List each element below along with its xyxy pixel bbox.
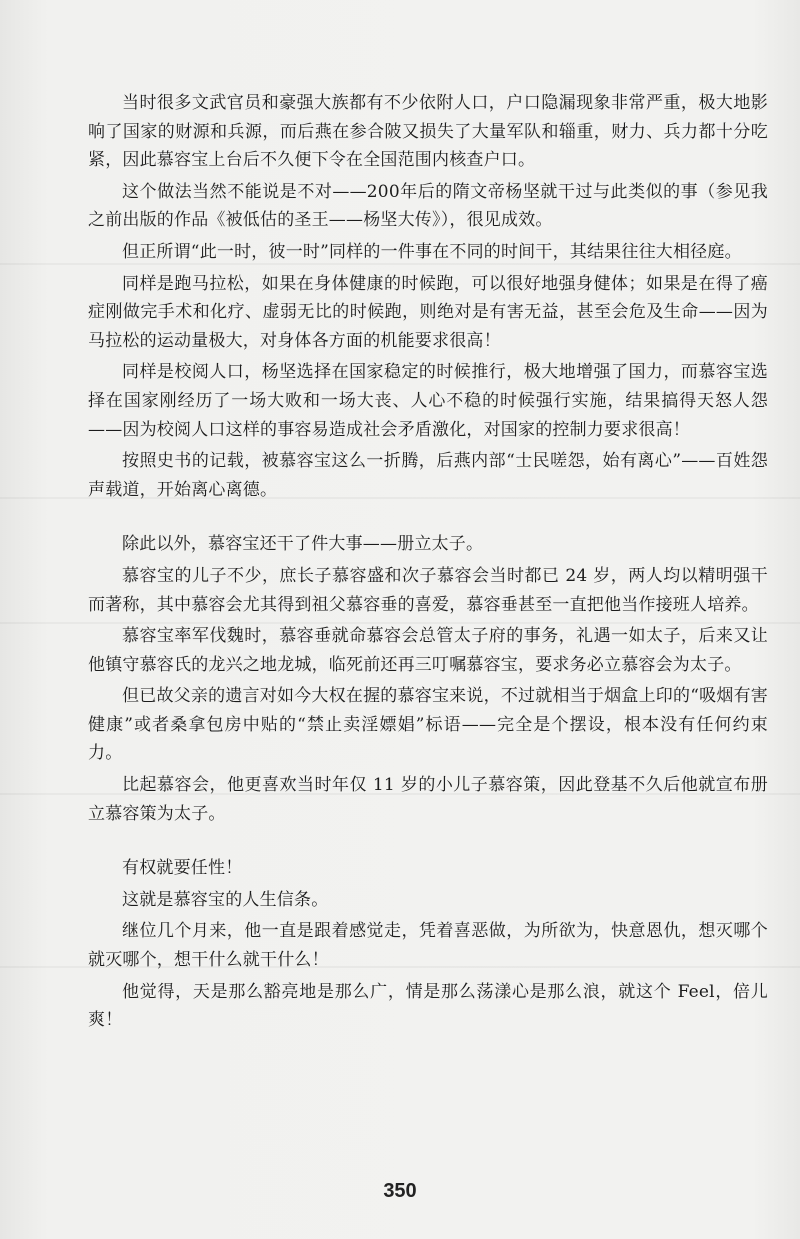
paragraph: 同样是校阅人口，杨坚选择在国家稳定的时候推行，极大地增强了国力，而慕容宝选择在国家刚经历了一场大败和一场大丧、人心不稳的时候强行实施，结果搞得天怒人怨——因为校阅人口这样的事容易造成社会矛盾激化，对国家的控制力要求很高！ <box>88 362 768 440</box>
paragraph: 比起慕容会，他更喜欢当时年仅 11 岁的小儿子慕容策，因此登基不久后他就宣布册立慕容策为太子。 <box>88 775 768 824</box>
paragraph: 当时很多文武官员和豪强大族都有不少依附人口，户口隐漏现象非常严重，极大地影响了国家的财源和兵源，而后燕在参合陂又损失了大量军队和辎重，财力、兵力都十分吃紧，因此慕容宝上台后不久便下令在全国范围内核查户口。 <box>88 93 768 171</box>
body-text <box>88 89 768 1038</box>
paragraph: 同样是跑马拉松，如果在身体健康的时候跑，可以很好地强身健体；如果是在得了癌症刚做完手术和化疗、虚弱无比的时候跑，则绝对是有害无益，甚至会危及生命——因为马拉松的运动量极大，对身体各方面的机能要求很高！ <box>88 273 768 351</box>
paragraph: 慕容宝的儿子不少，庶长子慕容盛和次子慕容会当时都已 24 岁，两人均以精明强干而著称，其中慕容会尤其得到祖父慕容垂的喜爱，慕容垂甚至一直把他当作接班人培养。 <box>88 565 768 615</box>
paragraph: 他觉得，天是那么豁亮地是那么广，情是那么荡漾心是那么浪，就这个 Feel，倍儿爽！ <box>88 981 768 1031</box>
paragraph: 这个做法当然不能说是不对——200年后的隋文帝杨坚就干过与此类似的事（参见我之前出版的作品《被低估的圣王——杨坚大传》），很见成效。 <box>88 181 768 231</box>
paragraph: 按照史书的记载，被慕容宝这么一折腾，后燕内部“士民嗟怨，始有离心”——百姓怨声载道，开始离心离德。 <box>88 451 768 500</box>
paragraph: 继位几个月来，他一直是跟着感觉走，凭着喜恶做，为所欲为，快意恩仇，想灭哪个就灭哪个，想干什么就干什么！ <box>88 921 768 971</box>
paragraph: 除此以外，慕容宝还干了件大事——册立太子。 <box>122 534 484 555</box>
paragraph: 但已故父亲的遗言对如今大权在握的慕容宝来说，不过就相当于烟盒上印的“吸烟有害健康”或者桑拿包房中贴的“禁止卖淫嫖娼”标语——完全是个摆设，根本没有任何约束力。 <box>88 686 768 764</box>
paragraph: 慕容宝率军伐魏时，慕容垂就命慕容会总管太子府的事务，礼遇一如太子，后来又让他镇守慕容氏的龙兴之地龙城，临死前还再三叮嘱慕容宝，要求务必立慕容会为太子。 <box>88 626 768 675</box>
paragraph: 有权就要任性！ <box>122 858 243 879</box>
paragraph: 这就是慕容宝的人生信条。 <box>122 889 329 910</box>
page-number: 350 <box>383 1180 417 1202</box>
paragraph: 但正所谓“此一时，彼一时”同样的一件事在不同的时间干，其结果往往大相径庭。 <box>122 241 742 262</box>
